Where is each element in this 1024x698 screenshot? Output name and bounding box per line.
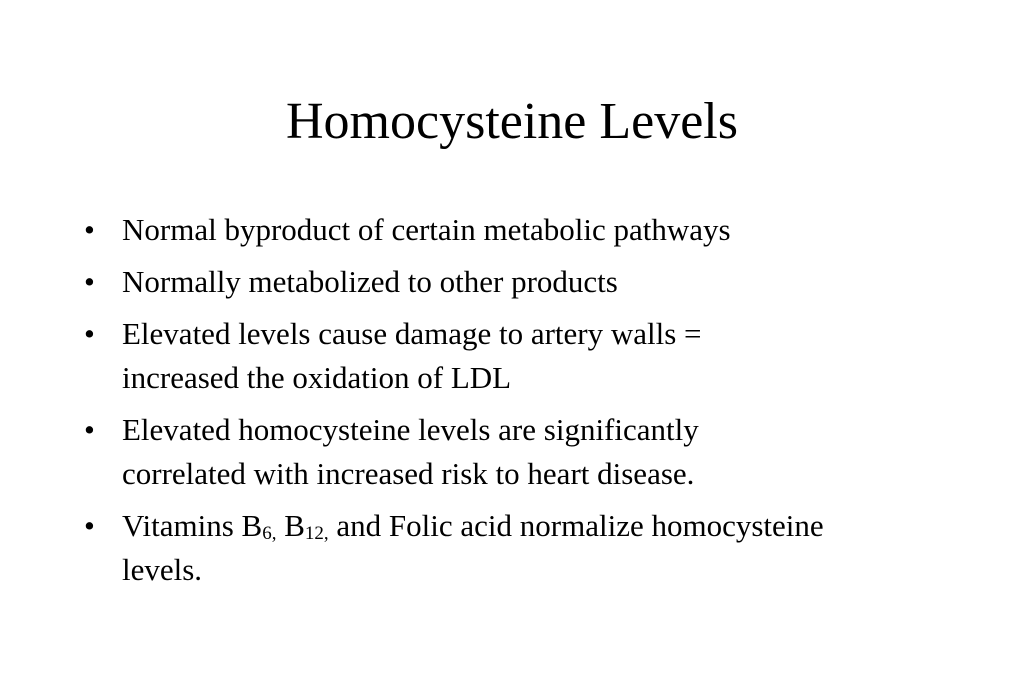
- bullet-item-4: [84, 408, 964, 496]
- bullet-glyph: •: [84, 212, 95, 247]
- bullet-text-part-2: B: [276, 508, 305, 543]
- bullet-glyph: •: [84, 316, 95, 351]
- bullet-text-part-1: Vitamins B: [122, 508, 263, 543]
- slide-title: Homocysteine Levels: [286, 93, 738, 150]
- bullet-glyph: •: [84, 508, 95, 543]
- bullet-glyph: •: [84, 412, 95, 447]
- bullet-text: Normal byproduct of certain metabolic pathways: [122, 212, 731, 247]
- bullet-item-2: [84, 260, 964, 304]
- subscript-6: 6,: [262, 523, 277, 544]
- bullet-list: [84, 208, 964, 600]
- bullet-text-line-2: levels.: [122, 552, 203, 587]
- bullet-text-part-3: and Folic acid normalize homocysteine: [328, 508, 824, 543]
- bullet-item-5: [84, 504, 964, 592]
- subscript-12: 12,: [304, 523, 329, 544]
- bullet-item-1: [84, 208, 964, 252]
- bullet-text-line-2: increased the oxidation of LDL: [122, 360, 512, 395]
- bullet-item-3: [84, 312, 964, 400]
- bullet-text-line-2: correlated with increased risk to heart disease.: [122, 456, 695, 491]
- bullet-text-line-1: Elevated homocysteine levels are significantly: [122, 412, 699, 447]
- bullet-text: Normally metabolized to other products: [122, 264, 618, 299]
- bullet-text-line-1: Elevated levels cause damage to artery walls =: [122, 316, 702, 351]
- bullet-glyph: •: [84, 264, 95, 299]
